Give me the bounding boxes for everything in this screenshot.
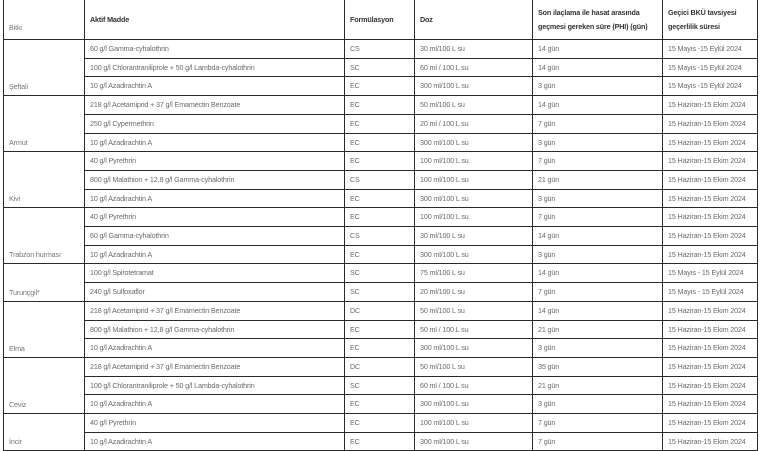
header-bitki: Bitki xyxy=(4,0,85,40)
cell-phi: 7 gün xyxy=(533,208,663,227)
cell-phi: 14 gün xyxy=(533,227,663,246)
table-row xyxy=(4,40,758,59)
table-row xyxy=(4,58,758,77)
cell-doz: 100 ml/100 L su xyxy=(415,152,533,171)
cell-doz: 30 ml/100 L su xyxy=(415,40,533,59)
cell-formulasyon: DC xyxy=(345,357,415,376)
cell-doz: 300 ml/100 L su xyxy=(415,339,533,358)
cell-aktif-madde: 218 g/l Acetamiprid + 37 g/l Emamectin Benzoate xyxy=(85,357,345,376)
cell-doz: 300 ml/100 L su xyxy=(415,395,533,414)
cell-doz: 300 ml/100 L su xyxy=(415,432,533,451)
cell-aktif-madde: 218 g/l Acetamiprid + 37 g/l Emamectin Benzoate xyxy=(85,301,345,320)
cell-phi: 7 gün xyxy=(533,152,663,171)
cell-doz: 50 ml / 100 L su xyxy=(415,320,533,339)
cell-gecici: 15 Haziran-15 Ekim 2024 xyxy=(663,357,758,376)
cell-aktif-madde: 10 g/l Azadirachtin A xyxy=(85,395,345,414)
cell-doz: 300 ml/100 L su xyxy=(415,77,533,96)
cell-phi: 14 gün xyxy=(533,264,663,283)
cell-phi: 7 gün xyxy=(533,114,663,133)
cell-aktif-madde: 10 g/l Azadirachtin A xyxy=(85,133,345,152)
header-row xyxy=(4,0,758,40)
cell-formulasyon: EC xyxy=(345,96,415,115)
cell-gecici: 15 Haziran-15 Ekim 2024 xyxy=(663,245,758,264)
cell-aktif-madde: 60 g/l Gamma-cyhalothrin xyxy=(85,227,345,246)
cell-aktif-madde: 40 g/l Pyrethrin xyxy=(85,414,345,433)
cell-gecici: 15 Haziran-15 Ekim 2024 xyxy=(663,96,758,115)
cell-phi: 7 gün xyxy=(533,283,663,302)
cell-phi: 3 gün xyxy=(533,133,663,152)
cell-aktif-madde: 800 g/l Malathion + 12,8 g/l Gamma-cyhalothrin xyxy=(85,320,345,339)
cell-formulasyon: EC xyxy=(345,152,415,171)
cell-formulasyon: SC xyxy=(345,376,415,395)
cell-aktif-madde: 10 g/l Azadirachtin A xyxy=(85,77,345,96)
cell-gecici: 15 Mayıs -15 Eylül 2024 xyxy=(663,77,758,96)
cell-aktif-madde: 40 g/l Pyrethrin xyxy=(85,208,345,227)
cell-gecici: 15 Haziran-15 Ekim 2024 xyxy=(663,339,758,358)
cell-phi: 3 gün xyxy=(533,395,663,414)
cell-gecici: 15 Haziran-15 Ekim 2024 xyxy=(663,414,758,433)
cell-gecici: 15 Mayıs -15 Eylül 2024 xyxy=(663,40,758,59)
table-row xyxy=(4,96,758,115)
table-row xyxy=(4,133,758,152)
table-row xyxy=(4,189,758,208)
cell-aktif-madde: 800 g/l Malathion + 12,8 g/l Gamma-cyhalothrin xyxy=(85,170,345,189)
table-row xyxy=(4,301,758,320)
cell-formulasyon: CS xyxy=(345,40,415,59)
cell-doz: 300 ml/100 L su xyxy=(415,133,533,152)
cell-phi: 3 gün xyxy=(533,189,663,208)
cell-formulasyon: DC xyxy=(345,301,415,320)
table-row xyxy=(4,432,758,451)
table-row xyxy=(4,376,758,395)
table-header xyxy=(4,0,758,40)
cell-phi: 7 gün xyxy=(533,414,663,433)
table-row xyxy=(4,339,758,358)
cell-formulasyon: SC xyxy=(345,283,415,302)
cell-doz: 60 ml / 100 L su xyxy=(415,58,533,77)
table-row xyxy=(4,264,758,283)
cell-formulasyon: EC xyxy=(345,133,415,152)
cell-doz: 100 ml/100 L su xyxy=(415,170,533,189)
cell-doz: 300 ml/100 L su xyxy=(415,189,533,208)
header-phi: Son ilaçlama ile hasat arasında geçmesi gereken süre (PHI) (gün) xyxy=(533,0,663,40)
cell-phi: 21 gün xyxy=(533,320,663,339)
table-row xyxy=(4,208,758,227)
cell-doz: 20 ml/100 L su xyxy=(415,283,533,302)
cell-bitki: Ceviz xyxy=(4,357,85,413)
cell-phi: 14 gün xyxy=(533,96,663,115)
table-body xyxy=(4,40,758,451)
cell-formulasyon: EC xyxy=(345,245,415,264)
cell-bitki: Turunçgil* xyxy=(4,264,85,301)
cell-aktif-madde: 10 g/l Azadirachtin A xyxy=(85,339,345,358)
cell-doz: 300 ml/100 L su xyxy=(415,245,533,264)
cell-aktif-madde: 250 g/l Cypermethrin xyxy=(85,114,345,133)
cell-gecici: 15 Haziran-15 Ekim 2024 xyxy=(663,320,758,339)
cell-doz: 50 ml/100 L su xyxy=(415,96,533,115)
table-row xyxy=(4,414,758,433)
cell-gecici: 15 Haziran-15 Ekim 2024 xyxy=(663,189,758,208)
table-row xyxy=(4,357,758,376)
cell-phi: 21 gün xyxy=(533,376,663,395)
cell-doz: 30 ml/100 L su xyxy=(415,227,533,246)
table-row xyxy=(4,320,758,339)
cell-gecici: 15 Haziran-15 Ekim 2024 xyxy=(663,395,758,414)
cell-gecici: 15 Haziran-15 Ekim 2024 xyxy=(663,170,758,189)
cell-formulasyon: EC xyxy=(345,189,415,208)
cell-doz: 50 ml/100 L su xyxy=(415,357,533,376)
cell-aktif-madde: 40 g/l Pyrethrin xyxy=(85,152,345,171)
cell-phi: 21 gün xyxy=(533,170,663,189)
cell-gecici: 15 Haziran-15 Ekim 2024 xyxy=(663,227,758,246)
cell-aktif-madde: 10 g/l Azadirachtin A xyxy=(85,189,345,208)
cell-formulasyon: EC xyxy=(345,208,415,227)
cell-doz: 100 ml/100 L su xyxy=(415,414,533,433)
cell-gecici: 15 Haziran-15 Ekim 2024 xyxy=(663,152,758,171)
header-doz: Doz xyxy=(415,0,533,40)
cell-doz: 20 ml / 100 L su xyxy=(415,114,533,133)
cell-phi: 35 gün xyxy=(533,357,663,376)
table-row xyxy=(4,245,758,264)
cell-phi: 3 gün xyxy=(533,77,663,96)
table-row xyxy=(4,395,758,414)
pesticide-table xyxy=(3,0,758,451)
table-row xyxy=(4,170,758,189)
table-row xyxy=(4,227,758,246)
cell-bitki: İncir xyxy=(4,414,85,451)
cell-formulasyon: EC xyxy=(345,77,415,96)
cell-doz: 50 ml/100 L su xyxy=(415,301,533,320)
cell-phi: 3 gün xyxy=(533,339,663,358)
cell-doz: 75 ml/100 L su xyxy=(415,264,533,283)
cell-formulasyon: EC xyxy=(345,414,415,433)
cell-gecici: 15 Haziran-15 Ekim 2024 xyxy=(663,114,758,133)
cell-aktif-madde: 100 g/l Spirotetramat xyxy=(85,264,345,283)
cell-aktif-madde: 10 g/l Azadirachtin A xyxy=(85,432,345,451)
cell-formulasyon: CS xyxy=(345,227,415,246)
cell-formulasyon: EC xyxy=(345,320,415,339)
cell-phi: 14 gün xyxy=(533,40,663,59)
cell-gecici: 15 Mayıs - 15 Eylül 2024 xyxy=(663,283,758,302)
table-row xyxy=(4,114,758,133)
cell-phi: 3 gün xyxy=(533,245,663,264)
cell-aktif-madde: 100 g/l Chlorantraniliprole + 50 g/l Lambda-cyhalothrin xyxy=(85,58,345,77)
cell-bitki: Elma xyxy=(4,301,85,357)
cell-gecici: 15 Haziran-15 Ekim 2024 xyxy=(663,376,758,395)
cell-bitki: Trabzon hurması xyxy=(4,208,85,264)
cell-bitki: Şeftali xyxy=(4,40,85,96)
cell-gecici: 15 Haziran-15 Ekim 2024 xyxy=(663,301,758,320)
cell-doz: 60 ml / 100 L su xyxy=(415,376,533,395)
cell-bitki: Armut xyxy=(4,96,85,152)
cell-phi: 14 gün xyxy=(533,301,663,320)
cell-phi: 14 gün xyxy=(533,58,663,77)
cell-aktif-madde: 100 g/l Chlorantraniliprole + 50 g/l Lambda-cyhalothrin xyxy=(85,376,345,395)
table-row xyxy=(4,283,758,302)
cell-aktif-madde: 10 g/l Azadirachtin A xyxy=(85,245,345,264)
cell-formulasyon: CS xyxy=(345,170,415,189)
cell-aktif-madde: 60 g/l Gamma-cyhalothrin xyxy=(85,40,345,59)
header-gecici: Geçici BKÜ tavsiyesi geçerlilik süresi xyxy=(663,0,758,40)
cell-doz: 100 ml/100 L su xyxy=(415,208,533,227)
cell-gecici: 15 Mayıs - 15 Eylül 2024 xyxy=(663,264,758,283)
table-row xyxy=(4,77,758,96)
cell-phi: 7 gün xyxy=(533,432,663,451)
cell-gecici: 15 Haziran-15 Ekim 2024 xyxy=(663,432,758,451)
cell-gecici: 15 Mayıs -15 Eylül 2024 xyxy=(663,58,758,77)
header-aktif-madde: Aktif Madde xyxy=(85,0,345,40)
cell-aktif-madde: 218 g/l Acetamiprid + 37 g/l Emamectin Benzoate xyxy=(85,96,345,115)
header-formulasyon: Formülasyon xyxy=(345,0,415,40)
cell-aktif-madde: 240 g/l Sulfoxaflor xyxy=(85,283,345,302)
cell-formulasyon: SC xyxy=(345,264,415,283)
cell-gecici: 15 Haziran-15 Ekim 2024 xyxy=(663,208,758,227)
cell-bitki: Kivi xyxy=(4,152,85,208)
cell-formulasyon: EC xyxy=(345,114,415,133)
cell-gecici: 15 Haziran-15 Ekim 2024 xyxy=(663,133,758,152)
cell-formulasyon: EC xyxy=(345,395,415,414)
cell-formulasyon: EC xyxy=(345,339,415,358)
table-row xyxy=(4,152,758,171)
cell-formulasyon: SC xyxy=(345,58,415,77)
cell-formulasyon: EC xyxy=(345,432,415,451)
